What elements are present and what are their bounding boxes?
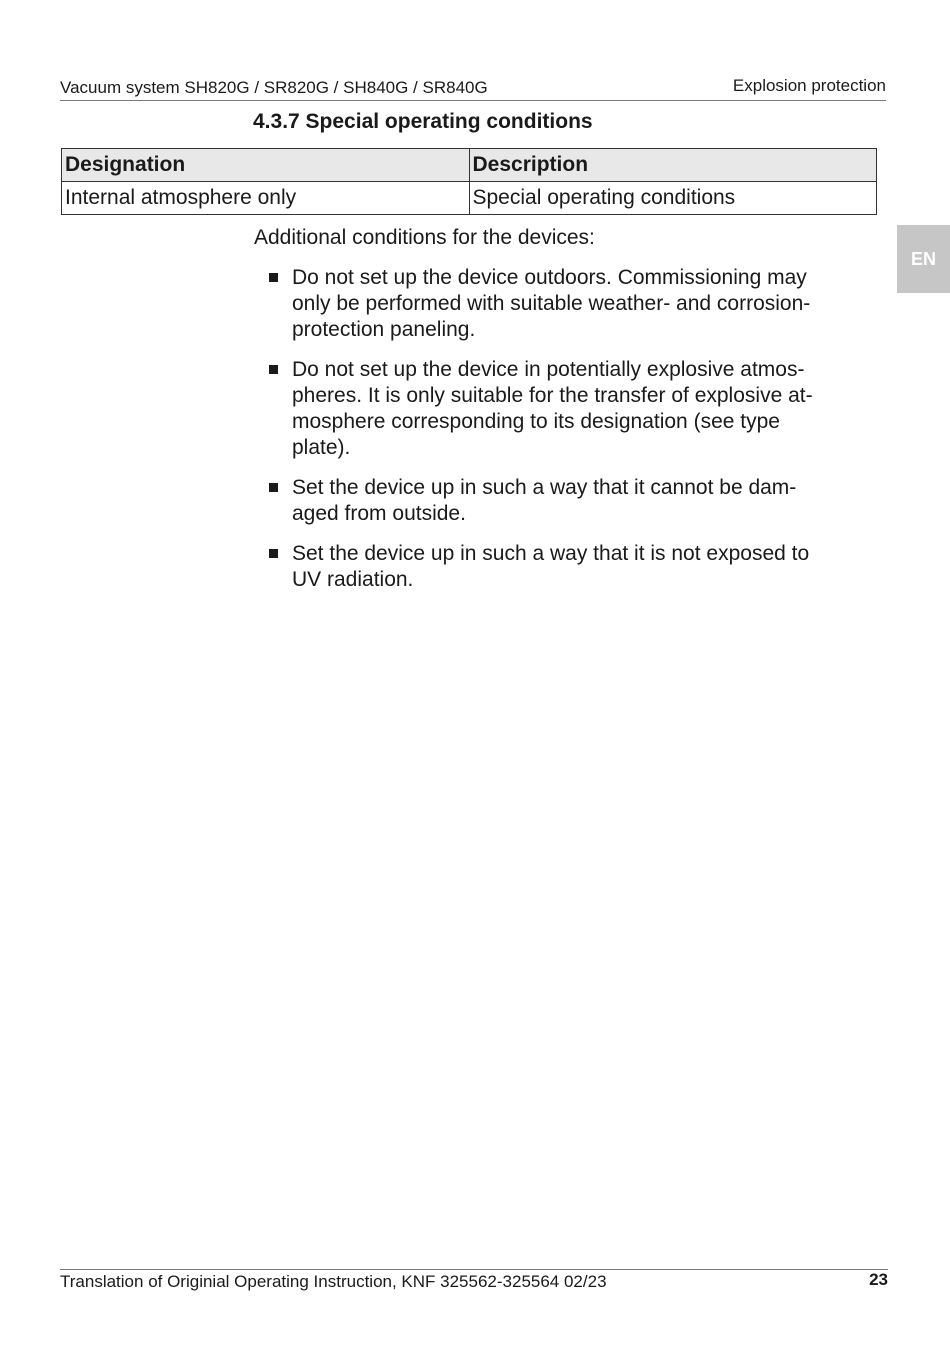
list-item-text: Do not set up the device in potentially explosive atmos- pheres. It is only suitable for the transfer of explosive at- mosphere corresponding to its designation (see type plate). — [292, 358, 813, 459]
table-header-row — [62, 149, 877, 182]
table-row — [62, 182, 877, 215]
square-bullet-icon — [269, 365, 278, 374]
chapter-title: Explosion protection — [732, 76, 886, 95]
list-item — [266, 357, 866, 461]
list-item-text: Do not set up the device outdoors. Commissioning may only be performed with suitable weather- and corrosion- protection paneling. — [292, 266, 811, 341]
language-tab: EN — [897, 225, 950, 293]
designation-cell: Internal atmosphere only — [62, 182, 470, 215]
list-item-text: Set the device up in such a way that it is not exposed to UV radiation. — [292, 542, 810, 591]
square-bullet-icon — [269, 483, 278, 492]
footer-note: Translation of Originial Operating Instruction, KNF 325562-325564 02/23 — [60, 1272, 607, 1291]
page-number: 23 — [869, 1270, 888, 1289]
header-divider — [60, 100, 886, 101]
section-heading: 4.3.7 Special operating conditions — [253, 110, 593, 133]
designation-table — [61, 148, 877, 215]
square-bullet-icon — [269, 273, 278, 282]
footer-divider — [60, 1269, 888, 1270]
list-item — [266, 541, 866, 593]
list-item — [266, 475, 866, 527]
description-cell: Special operating conditions — [469, 182, 877, 215]
list-item — [266, 265, 866, 343]
square-bullet-icon — [269, 549, 278, 558]
conditions-intro: Additional conditions for the devices: — [254, 226, 595, 249]
column-header-designation: Designation — [62, 149, 470, 182]
column-header-description: Description — [469, 149, 877, 182]
conditions-list — [266, 265, 866, 607]
document-title: Vacuum system SH820G / SR820G / SH840G / SR840G — [60, 78, 488, 97]
list-item-text: Set the device up in such a way that it cannot be dam- aged from outside. — [292, 476, 797, 525]
